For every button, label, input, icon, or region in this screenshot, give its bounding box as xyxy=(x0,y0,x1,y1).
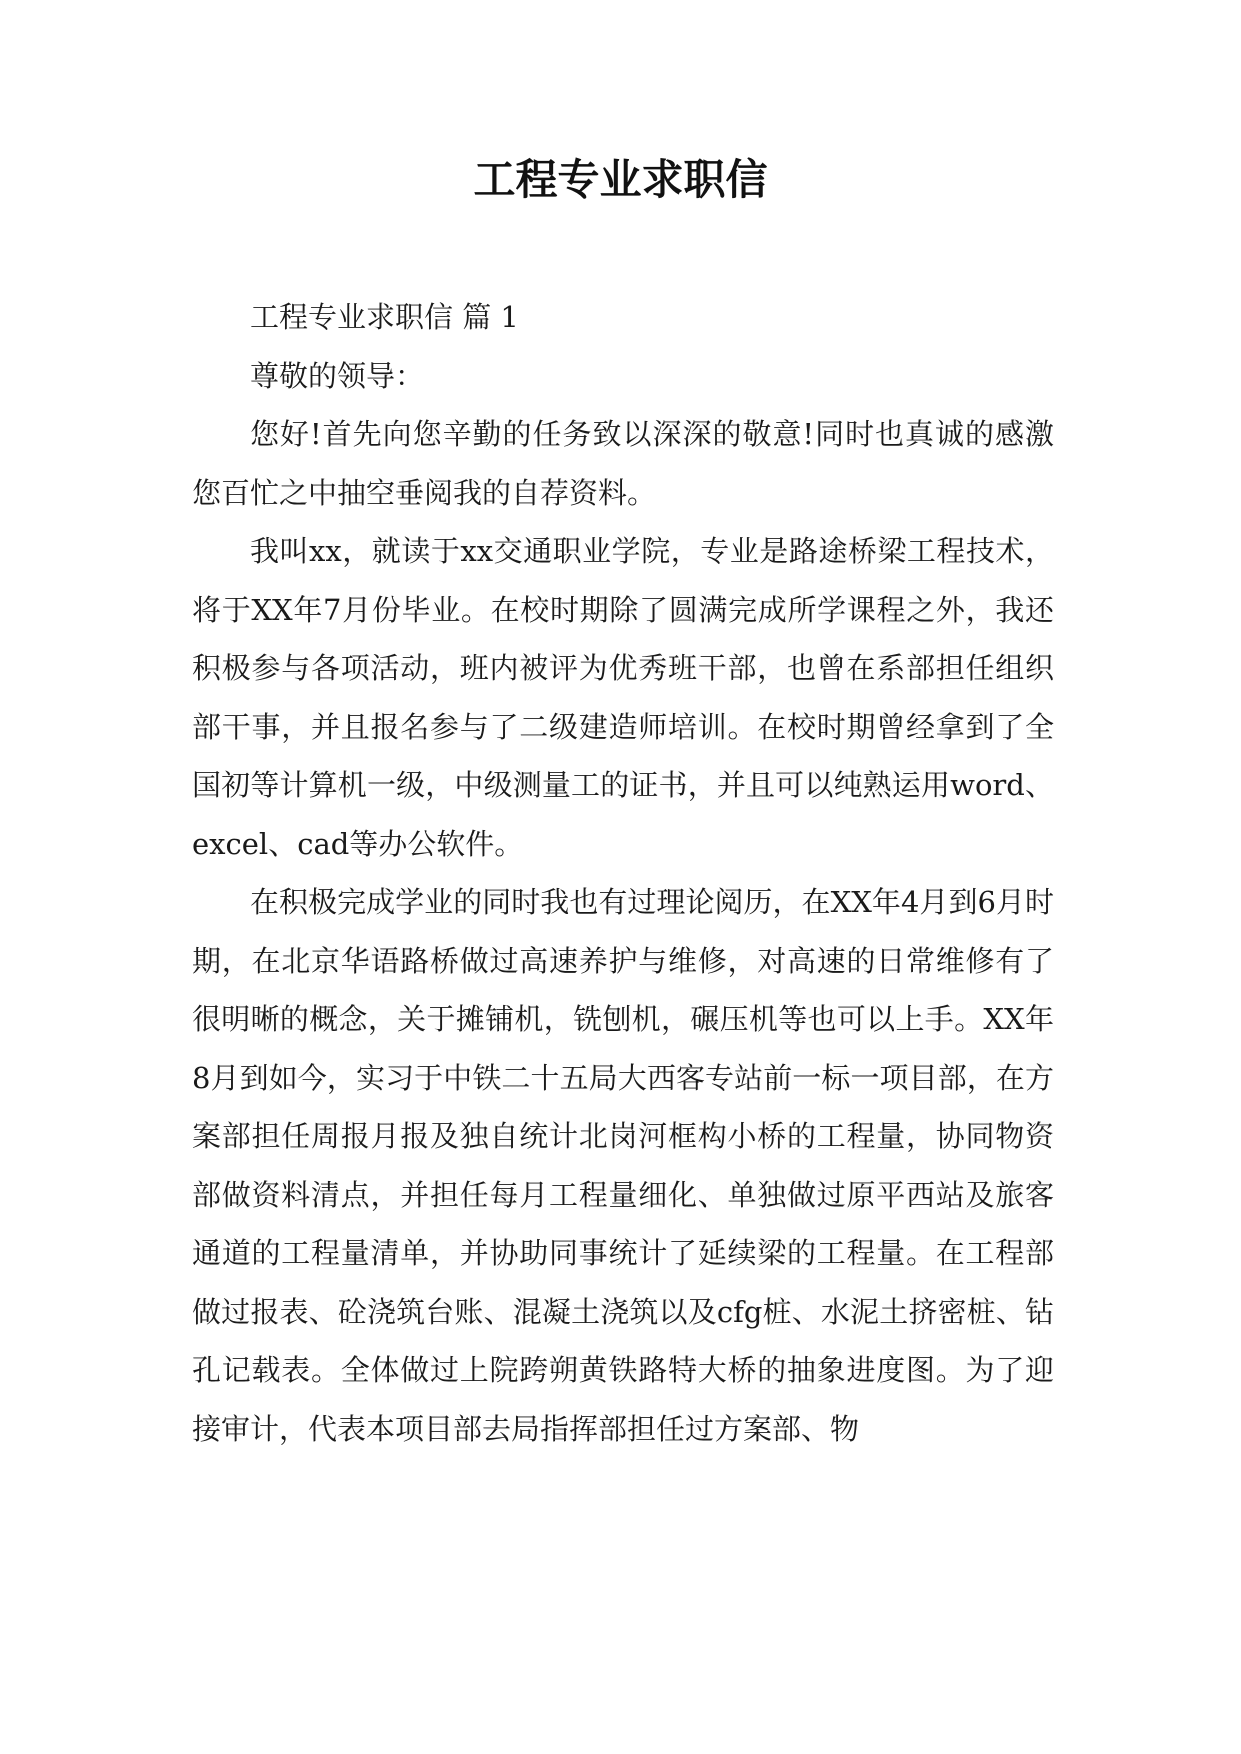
paragraph-greeting: 您好!首先向您辛勤的任务致以深深的敬意!同时也真诚的感激您百忙之中抽空垂阅我的自荐资料。 xyxy=(192,417,1054,510)
section-heading: 工程专业求职信 篇 1 xyxy=(250,300,519,334)
document-body xyxy=(192,288,1054,1458)
paragraph-introduction: 我叫xx，就读于xx交通职业学院，专业是路途桥梁工程技术，将于XX年7月份毕业。在校时期除了圆满完成所学课程之外，我还积极参与各项活动，班内被评为优秀班干部，也曾在系部担任组织部干事，并且报名参与了二级建造师培训。在校时期曾经拿到了全国初等计算机一级，中级测量工的证书，并且可以纯熟运用word、excel、cad等办公软件。 xyxy=(192,534,1054,861)
paragraph-experience: 在积极完成学业的同时我也有过理论阅历，在XX年4月到6月时期，在北京华语路桥做过高速养护与维修，对高速的日常维修有了很明晰的概念，关于摊铺机，铣刨机，碾压机等也可以上手。XX年8月到如今，实习于中铁二十五局大西客专站前一标一项目部，在方案部担任周报月报及独自统计北岗河框构小桥的工程量，协同物资部做资料清点，并担任每月工程量细化、单独做过原平西站及旅客通道的工程量清单，并协助同事统计了延续梁的工程量。在工程部做过报表、砼浇筑台账、混凝土浇筑以及cfg桩、水泥土挤密桩、钻孔记载表。全体做过上院跨朔黄铁路特大桥的抽象进度图。为了迎接审计，代表本项目部去局指挥部担任过方案部、物 xyxy=(192,885,1054,1446)
salutation: 尊敬的领导： xyxy=(250,358,425,393)
document-title: 工程专业求职信 xyxy=(473,155,768,204)
